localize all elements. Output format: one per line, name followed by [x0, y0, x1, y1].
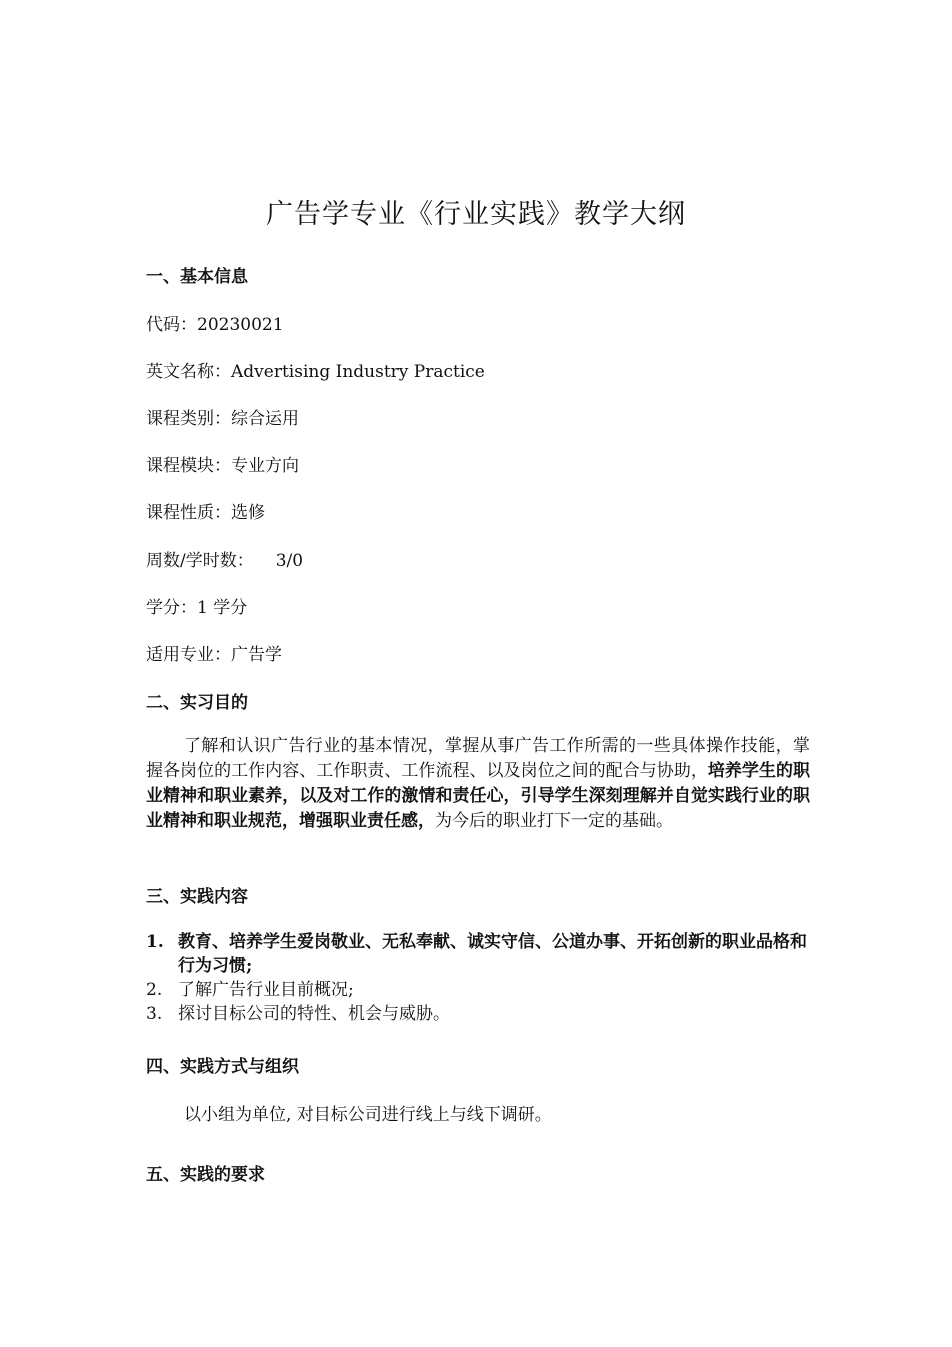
info-english-name-label: 英文名称： [146, 362, 231, 382]
document-title: 广告学专业《行业实践》教学大纲 [266, 199, 686, 230]
list-item [146, 1002, 810, 1026]
section-heading-method: 四、实践方式与组织 [146, 1057, 299, 1077]
info-code [146, 310, 284, 335]
method-paragraph: 以小组为单位, 对目标公司进行线上与线下调研。 [184, 1105, 552, 1125]
info-major [146, 640, 282, 665]
purpose-text-bold: 培养学生的职业精神和职业素养，以及对工作的激情和责任心，引导学生深刻理解并自觉实践行业的职业精神和职业规范，增强职业责任感， [146, 761, 811, 831]
purpose-text-part1: 了解和认识广告行业的基本情况，掌握从事广告工作所需的一些具体操作技能，掌握各岗位的工作内容、工作职责、工作流程、以及岗位之间的配合与协助， [146, 736, 810, 781]
list-item-text: 教育、培养学生爱岗敬业、无私奉献、诚实守信、公道办事、开拓创新的职业品格和行为习惯; [178, 932, 807, 976]
section-heading-requirements: 五、实践的要求 [146, 1165, 265, 1185]
info-credit-value: 1 学分 [197, 598, 248, 618]
content-list [146, 930, 810, 1026]
info-credit-label: 学分： [146, 598, 197, 618]
list-item-number: 2. [146, 980, 163, 1000]
info-category-label: 课程类别： [146, 409, 231, 429]
info-module-value: 专业方向 [231, 456, 299, 476]
info-category-value: 综合运用 [231, 409, 299, 429]
purpose-text-part2: 为今后的职业打下一定的基础。 [435, 811, 673, 831]
info-nature-value: 选修 [231, 503, 265, 523]
info-module [146, 451, 299, 476]
list-item [146, 930, 810, 978]
purpose-paragraph [146, 734, 810, 834]
info-code-value: 20230021 [197, 315, 284, 335]
info-nature-label: 课程性质： [146, 503, 231, 523]
section-heading-purpose: 二、实习目的 [146, 693, 248, 713]
list-item-text: 了解广告行业目前概况; [178, 980, 354, 1000]
info-english-name-value: Advertising Industry Practice [231, 362, 485, 382]
info-weeks-value: 3/0 [275, 551, 304, 571]
info-major-label: 适用专业： [146, 645, 231, 665]
section-heading-basic-info: 一、基本信息 [146, 267, 248, 287]
list-item-number: 3. [146, 1004, 163, 1024]
list-item [146, 978, 810, 1002]
info-nature [146, 498, 265, 523]
list-item-number: 1. [146, 932, 164, 952]
info-weeks [146, 546, 303, 571]
info-module-label: 课程模块： [146, 456, 231, 476]
info-code-label: 代码： [146, 315, 197, 335]
info-category [146, 404, 299, 429]
info-weeks-label: 周数/学时数： [146, 551, 254, 571]
list-item-text: 探讨目标公司的特性、机会与威胁。 [178, 1004, 450, 1024]
info-major-value: 广告学 [231, 645, 282, 665]
info-english-name [146, 357, 485, 382]
section-heading-content: 三、实践内容 [146, 887, 248, 907]
info-credit [146, 593, 247, 618]
